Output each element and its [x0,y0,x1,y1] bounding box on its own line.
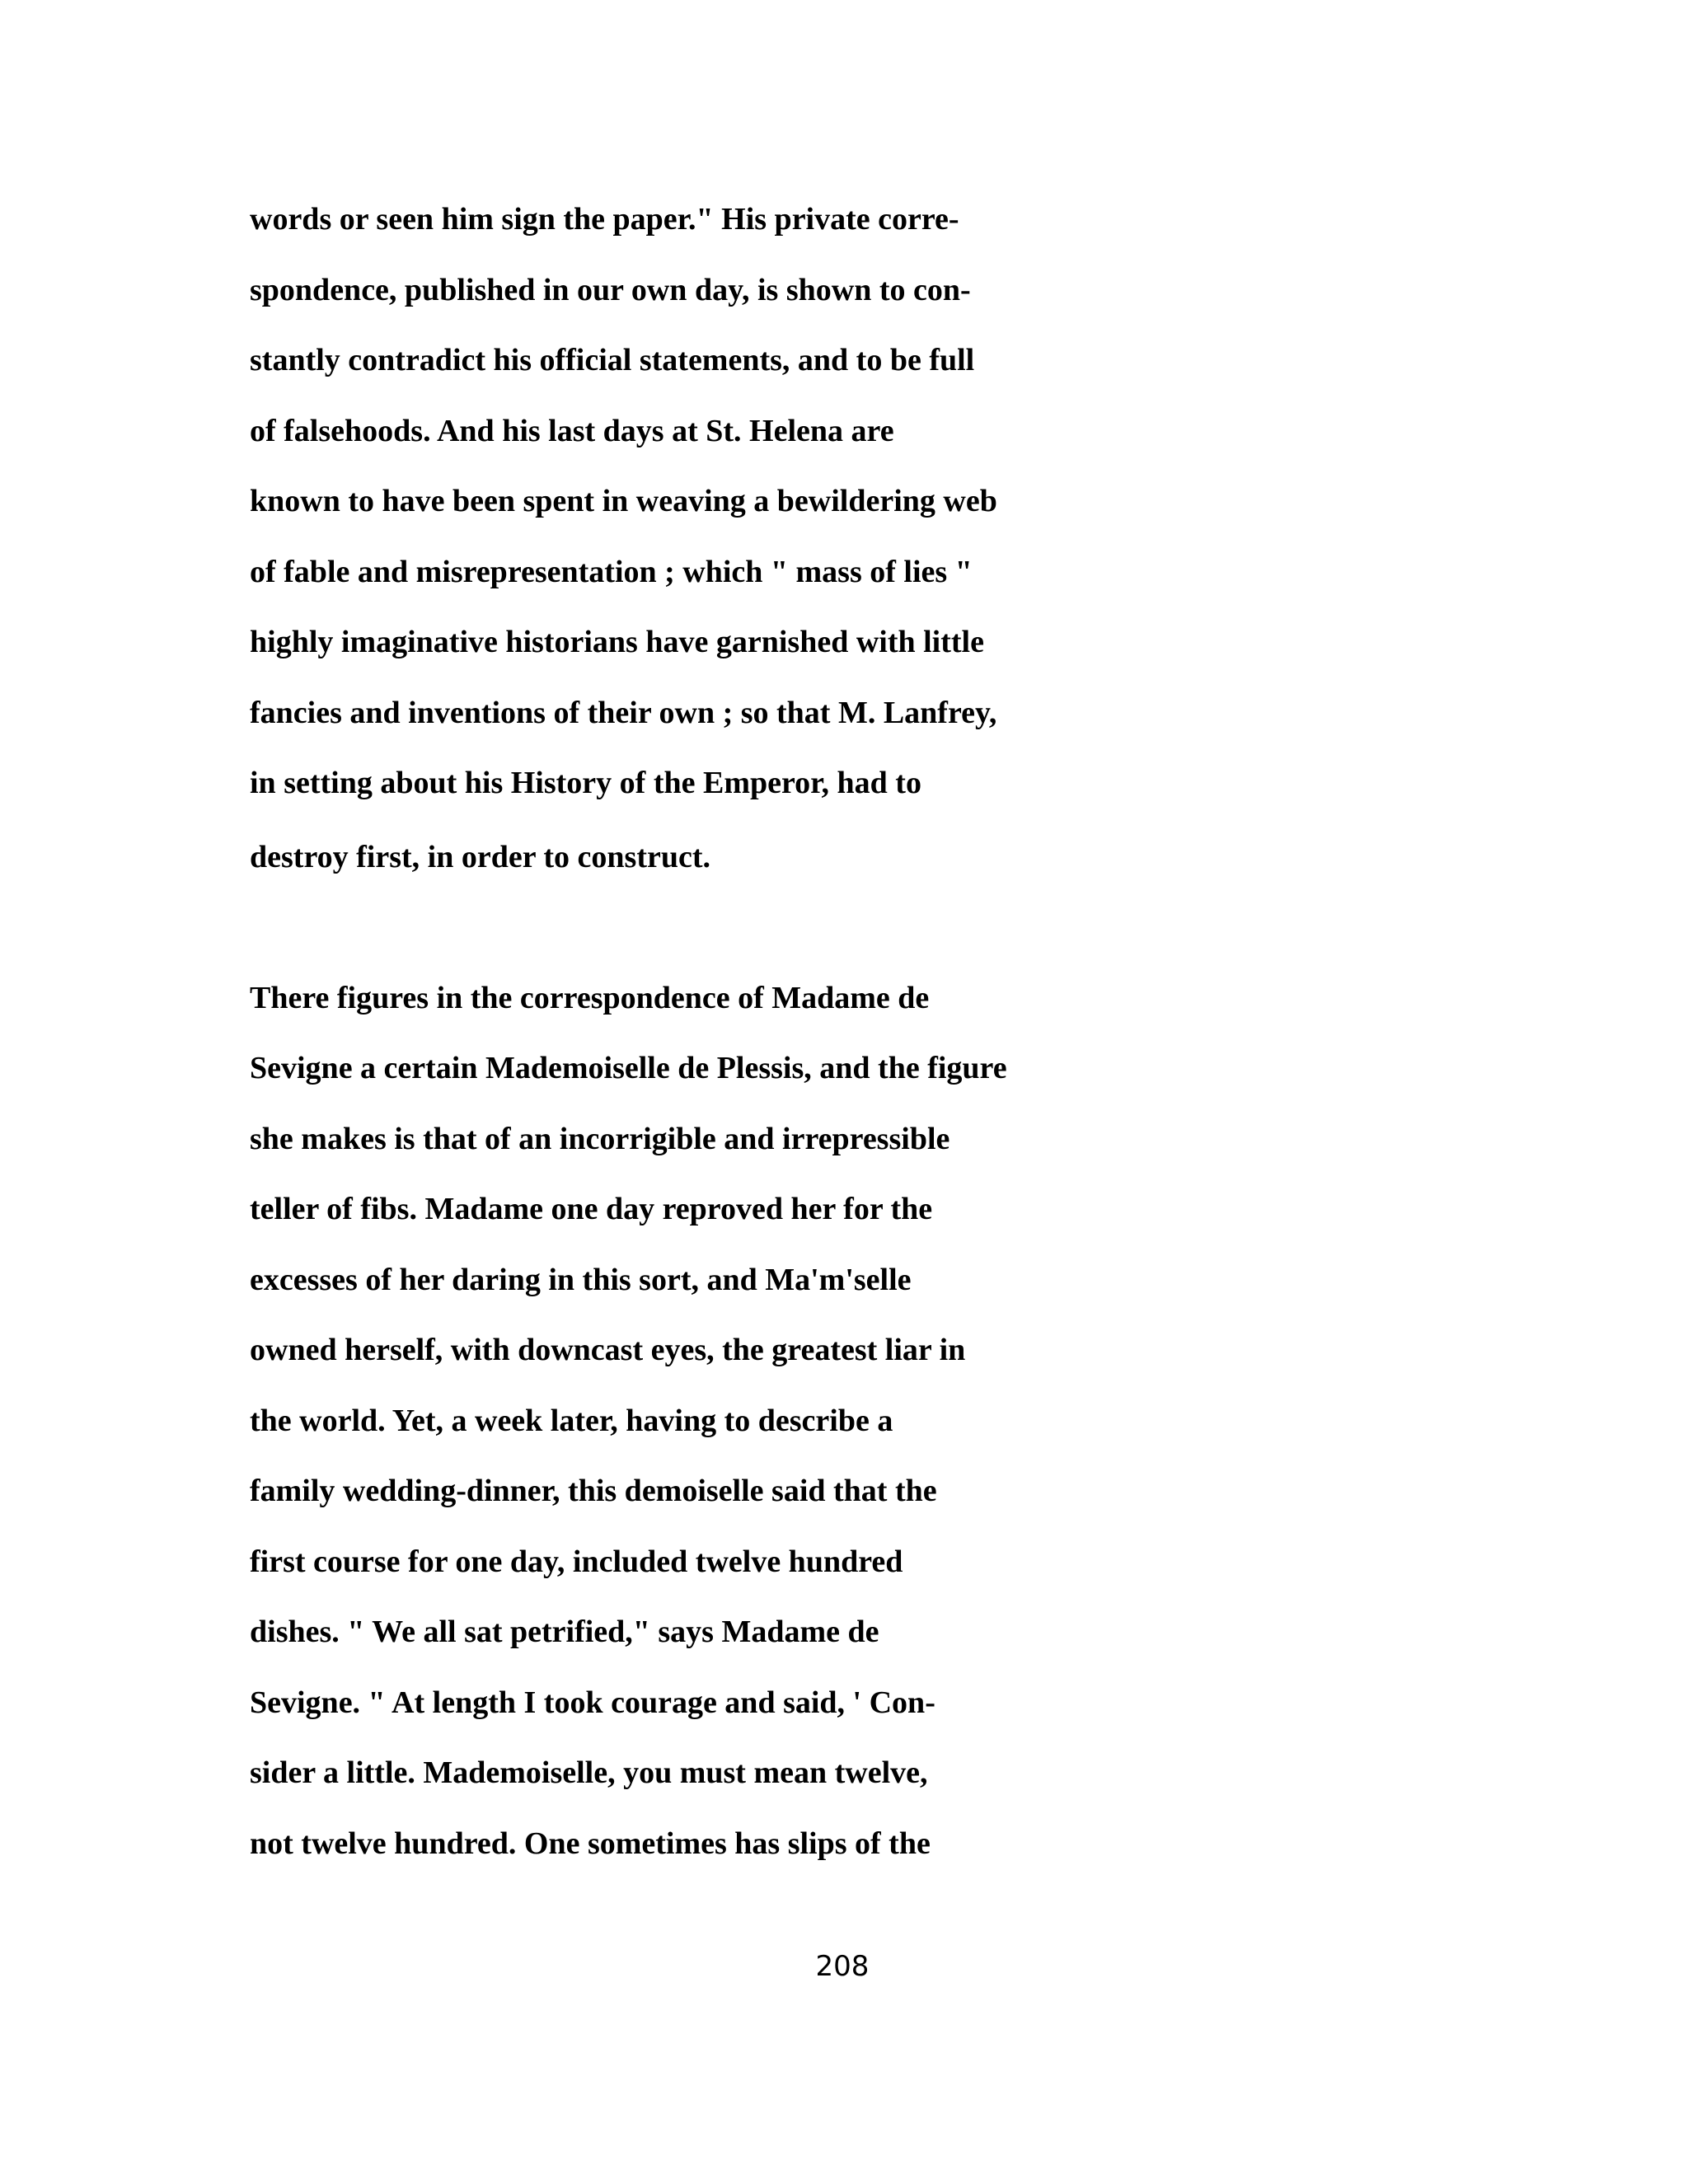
text-line: Sevigne a certain Mademoiselle de Plessis, and the figure [250,1051,1007,1085]
text-line: fancies and inventions of their own ; so that M. Lanfrey, [250,696,997,730]
text-line: owned herself, with downcast eyes, the greatest liar in [250,1333,966,1367]
text-line: stantly contradict his official statements, and to be full [250,343,975,377]
text-line: dishes. " We all sat petrified," says Madame de [250,1615,879,1649]
text-line: of fable and misrepresentation ; which " mass of lies " [250,555,973,589]
text-line: There figures in the correspondence of Madame de [250,981,930,1015]
text-line: teller of fibs. Madame one day reproved her for the [250,1192,933,1226]
text-line: not twelve hundred. One sometimes has slips of the [250,1826,931,1861]
text-line: words or seen him sign the paper." His private corre- [250,202,959,237]
text-line: of falsehoods. And his last days at St. Helena are [250,414,894,448]
text-line: she makes is that of an incorrigible and irrepressible [250,1122,950,1156]
page-number: 208 [815,1950,870,1983]
text-line: highly imaginative historians have garnished with little [250,625,984,659]
text-line: spondence, published in our own day, is shown to con- [250,273,971,307]
text-line: destroy first, in order to construct. [250,840,710,874]
text-line: Sevigne. " At length I took courage and said, ' Con- [250,1685,935,1720]
text-line: excesses of her daring in this sort, and Ma'm'selle [250,1263,912,1297]
text-line: the world. Yet, a week later, having to describe a [250,1404,893,1438]
text-line: first course for one day, included twelve hundred [250,1544,903,1579]
text-line: sider a little. Mademoiselle, you must mean twelve, [250,1755,928,1790]
text-line: known to have been spent in weaving a bewildering web [250,484,997,518]
text-line: family wedding-dinner, this demoiselle said that the [250,1474,937,1508]
text-line: in setting about his History of the Emperor, had to [250,766,921,800]
